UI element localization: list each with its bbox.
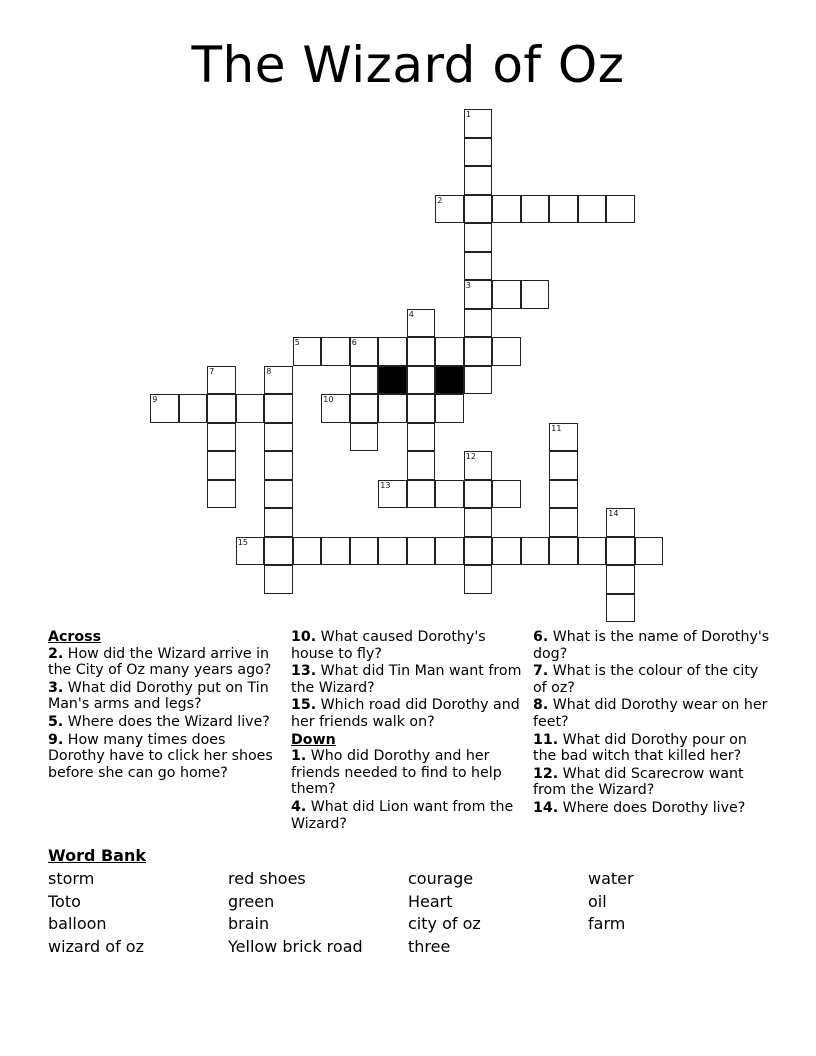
clue-text: What did Dorothy wear on her feet? xyxy=(533,697,768,730)
grid-cell[interactable] xyxy=(521,537,550,566)
grid-cell[interactable] xyxy=(407,394,436,423)
page-title: The Wizard of Oz xyxy=(191,36,625,94)
cell-number: 11 xyxy=(551,423,562,433)
clue-number: 15. xyxy=(291,697,317,714)
clue-text: What did Lion want from the Wizard? xyxy=(291,798,514,832)
grid-cell[interactable] xyxy=(179,394,208,423)
grid-cell[interactable] xyxy=(635,537,664,566)
cell-number: 3 xyxy=(465,281,471,291)
grid-cell[interactable] xyxy=(264,565,293,594)
grid-cell[interactable] xyxy=(350,537,379,566)
grid-cell[interactable] xyxy=(264,451,293,480)
clue-number: 1. xyxy=(291,748,307,765)
clue-number: 9. xyxy=(48,731,64,748)
grid-cell[interactable] xyxy=(407,537,436,566)
word-bank-word: Yellow brick road xyxy=(228,936,363,956)
grid-cell[interactable] xyxy=(264,423,293,452)
grid-cell[interactable] xyxy=(464,508,493,537)
grid-cell[interactable] xyxy=(407,480,436,509)
clue-text: Where does the Wizard live? xyxy=(63,713,270,730)
cell-number: 4 xyxy=(408,309,414,319)
word-bank-word: farm xyxy=(588,914,626,934)
grid-cell[interactable] xyxy=(606,508,635,537)
cell-number: 5 xyxy=(294,338,300,348)
clue-number: 4. xyxy=(291,798,307,815)
grid-cell[interactable] xyxy=(464,537,493,566)
grid-cell[interactable] xyxy=(549,480,578,509)
grid-cell[interactable] xyxy=(464,109,493,138)
grid-cell[interactable] xyxy=(236,537,265,566)
clue-down-8 xyxy=(533,697,773,730)
clue-across-2 xyxy=(48,646,283,679)
grid-cell[interactable] xyxy=(606,565,635,594)
grid-cell[interactable] xyxy=(236,394,265,423)
cell-number: 6 xyxy=(351,338,357,348)
cell-number: 1 xyxy=(465,110,471,120)
grid-cell[interactable] xyxy=(150,394,179,423)
clues-column-1 xyxy=(48,629,283,782)
grid-cell[interactable] xyxy=(464,195,493,224)
grid-cell[interactable] xyxy=(464,138,493,167)
grid-cell[interactable] xyxy=(407,423,436,452)
word-bank-heading: Word Bank xyxy=(48,846,147,865)
clue-number: 3. xyxy=(48,679,64,696)
grid-cell[interactable] xyxy=(492,537,521,566)
grid-cell[interactable] xyxy=(464,166,493,195)
clue-down-12 xyxy=(533,766,773,799)
grid-cell[interactable] xyxy=(207,423,236,452)
cell-number: 10 xyxy=(323,395,334,405)
word-bank-word: oil xyxy=(588,891,607,911)
clue-across-15 xyxy=(291,697,526,730)
word-bank-word: balloon xyxy=(48,914,107,934)
crossword-grid xyxy=(151,110,671,630)
grid-cell[interactable] xyxy=(464,565,493,594)
grid-cell[interactable] xyxy=(350,394,379,423)
clue-down-11 xyxy=(533,732,773,765)
word-bank-word: storm xyxy=(48,869,95,888)
cell-number: 15 xyxy=(237,537,248,547)
grid-cell[interactable] xyxy=(521,280,550,309)
clues-column-2 xyxy=(291,629,526,833)
grid-cell[interactable] xyxy=(321,337,350,366)
grid-cell[interactable] xyxy=(435,394,464,423)
clue-number: 6. xyxy=(533,629,549,645)
grid-cell[interactable] xyxy=(464,366,493,395)
clue-down-6 xyxy=(533,629,773,662)
grid-cell[interactable] xyxy=(378,394,407,423)
grid-cell[interactable] xyxy=(207,451,236,480)
grid-cell[interactable] xyxy=(464,337,493,366)
cell-number: 7 xyxy=(209,366,215,376)
word-bank-word: red shoes xyxy=(228,869,306,888)
grid-cell[interactable] xyxy=(407,451,436,480)
grid-cell-black xyxy=(435,366,464,395)
grid-cell[interactable] xyxy=(321,394,350,423)
grid-cell[interactable] xyxy=(350,337,379,366)
grid-cell[interactable] xyxy=(207,394,236,423)
clue-across-10 xyxy=(291,629,526,662)
grid-cell[interactable] xyxy=(350,366,379,395)
grid-cell[interactable] xyxy=(435,537,464,566)
word-bank-word: Toto xyxy=(48,891,81,911)
clue-number: 13. xyxy=(291,663,317,680)
clue-text: What did Dorothy put on Tin Man's arms and legs? xyxy=(48,679,269,713)
grid-cell[interactable] xyxy=(464,309,493,338)
clue-number: 11. xyxy=(533,731,559,748)
clue-across-9 xyxy=(48,732,283,782)
grid-cell[interactable] xyxy=(264,508,293,537)
grid-cell[interactable] xyxy=(549,195,578,224)
clue-number: 7. xyxy=(533,663,549,680)
grid-cell[interactable] xyxy=(264,480,293,509)
grid-cell[interactable] xyxy=(606,195,635,224)
grid-cell[interactable] xyxy=(549,451,578,480)
grid-cell[interactable] xyxy=(464,223,493,252)
word-bank-word: water xyxy=(588,869,634,888)
grid-cell[interactable] xyxy=(407,309,436,338)
grid-cell[interactable] xyxy=(464,252,493,281)
grid-cell[interactable] xyxy=(464,280,493,309)
clue-text: Who did Dorothy and her friends needed to find to help them? xyxy=(291,748,502,798)
clue-text: What did Tin Man want from the Wizard? xyxy=(291,663,522,696)
cell-number: 9 xyxy=(152,395,158,405)
grid-cell[interactable] xyxy=(293,337,322,366)
cell-number: 13 xyxy=(380,480,391,490)
grid-cell[interactable] xyxy=(492,195,521,224)
grid-cell-black xyxy=(378,366,407,395)
cell-number: 8 xyxy=(266,366,272,376)
grid-cell[interactable] xyxy=(350,423,379,452)
clue-across-13 xyxy=(291,663,526,696)
clue-text: What is the name of Dorothy's dog? xyxy=(533,629,770,662)
grid-cell[interactable] xyxy=(264,537,293,566)
across-heading: Across xyxy=(48,629,102,645)
grid-cell[interactable] xyxy=(207,366,236,395)
grid-cell[interactable] xyxy=(578,195,607,224)
grid-cell[interactable] xyxy=(378,537,407,566)
grid-cell[interactable] xyxy=(378,337,407,366)
grid-cell[interactable] xyxy=(521,195,550,224)
grid-cell[interactable] xyxy=(492,280,521,309)
clue-down-14 xyxy=(533,800,773,817)
clue-down-7 xyxy=(533,663,773,696)
clue-text: How did the Wizard arrive in the City of Oz many years ago? xyxy=(48,645,272,679)
grid-cell[interactable] xyxy=(606,594,635,623)
grid-cell[interactable] xyxy=(492,480,521,509)
word-bank-word: city of oz xyxy=(408,914,481,934)
grid-cell[interactable] xyxy=(293,537,322,566)
clue-across-5 xyxy=(48,714,283,731)
clue-text: What caused Dorothy's house to fly? xyxy=(291,629,486,662)
grid-cell[interactable] xyxy=(407,366,436,395)
clue-across-3 xyxy=(48,680,283,713)
cell-number: 12 xyxy=(465,452,476,462)
grid-cell[interactable] xyxy=(435,480,464,509)
cell-number: 14 xyxy=(608,509,619,519)
down-heading: Down xyxy=(291,731,336,748)
word-bank-word: green xyxy=(228,891,275,911)
grid-cell[interactable] xyxy=(549,537,578,566)
clue-number: 8. xyxy=(533,697,549,714)
grid-cell[interactable] xyxy=(378,480,407,509)
word-bank-word: brain xyxy=(228,914,270,934)
grid-cell[interactable] xyxy=(435,337,464,366)
grid-cell[interactable] xyxy=(264,394,293,423)
grid-cell[interactable] xyxy=(321,537,350,566)
clue-down-4 xyxy=(291,799,526,832)
grid-cell[interactable] xyxy=(207,480,236,509)
clue-text: What is the colour of the city of oz? xyxy=(533,663,759,696)
clue-text: Where does Dorothy live? xyxy=(558,799,746,816)
cell-number: 2 xyxy=(437,195,443,205)
grid-cell[interactable] xyxy=(464,451,493,480)
clues-column-3 xyxy=(533,629,773,818)
word-bank-word: courage xyxy=(408,869,474,888)
grid-cell[interactable] xyxy=(464,480,493,509)
word-bank-word: wizard of oz xyxy=(48,936,144,956)
clue-text: What did Dorothy pour on the bad witch that killed her? xyxy=(533,731,747,765)
clue-number: 12. xyxy=(533,765,559,782)
word-bank-word: three xyxy=(408,936,451,956)
word-bank-word: Heart xyxy=(408,891,453,911)
clue-text: What did Scarecrow want from the Wizard? xyxy=(533,765,744,799)
clue-down-1 xyxy=(291,748,526,798)
grid-cell[interactable] xyxy=(435,195,464,224)
grid-cell[interactable] xyxy=(578,537,607,566)
grid-cell[interactable] xyxy=(549,423,578,452)
clue-number: 14. xyxy=(533,799,559,816)
grid-cell[interactable] xyxy=(264,366,293,395)
grid-cell[interactable] xyxy=(549,508,578,537)
clue-number: 2. xyxy=(48,645,64,662)
grid-cell[interactable] xyxy=(606,537,635,566)
clue-text: Which road did Dorothy and her friends walk on? xyxy=(291,697,520,730)
grid-cell[interactable] xyxy=(492,337,521,366)
clue-number: 5. xyxy=(48,713,64,730)
grid-cell[interactable] xyxy=(407,337,436,366)
clue-text: How many times does Dorothy have to click her shoes before she can go home? xyxy=(48,731,273,781)
clue-number: 10. xyxy=(291,629,317,645)
